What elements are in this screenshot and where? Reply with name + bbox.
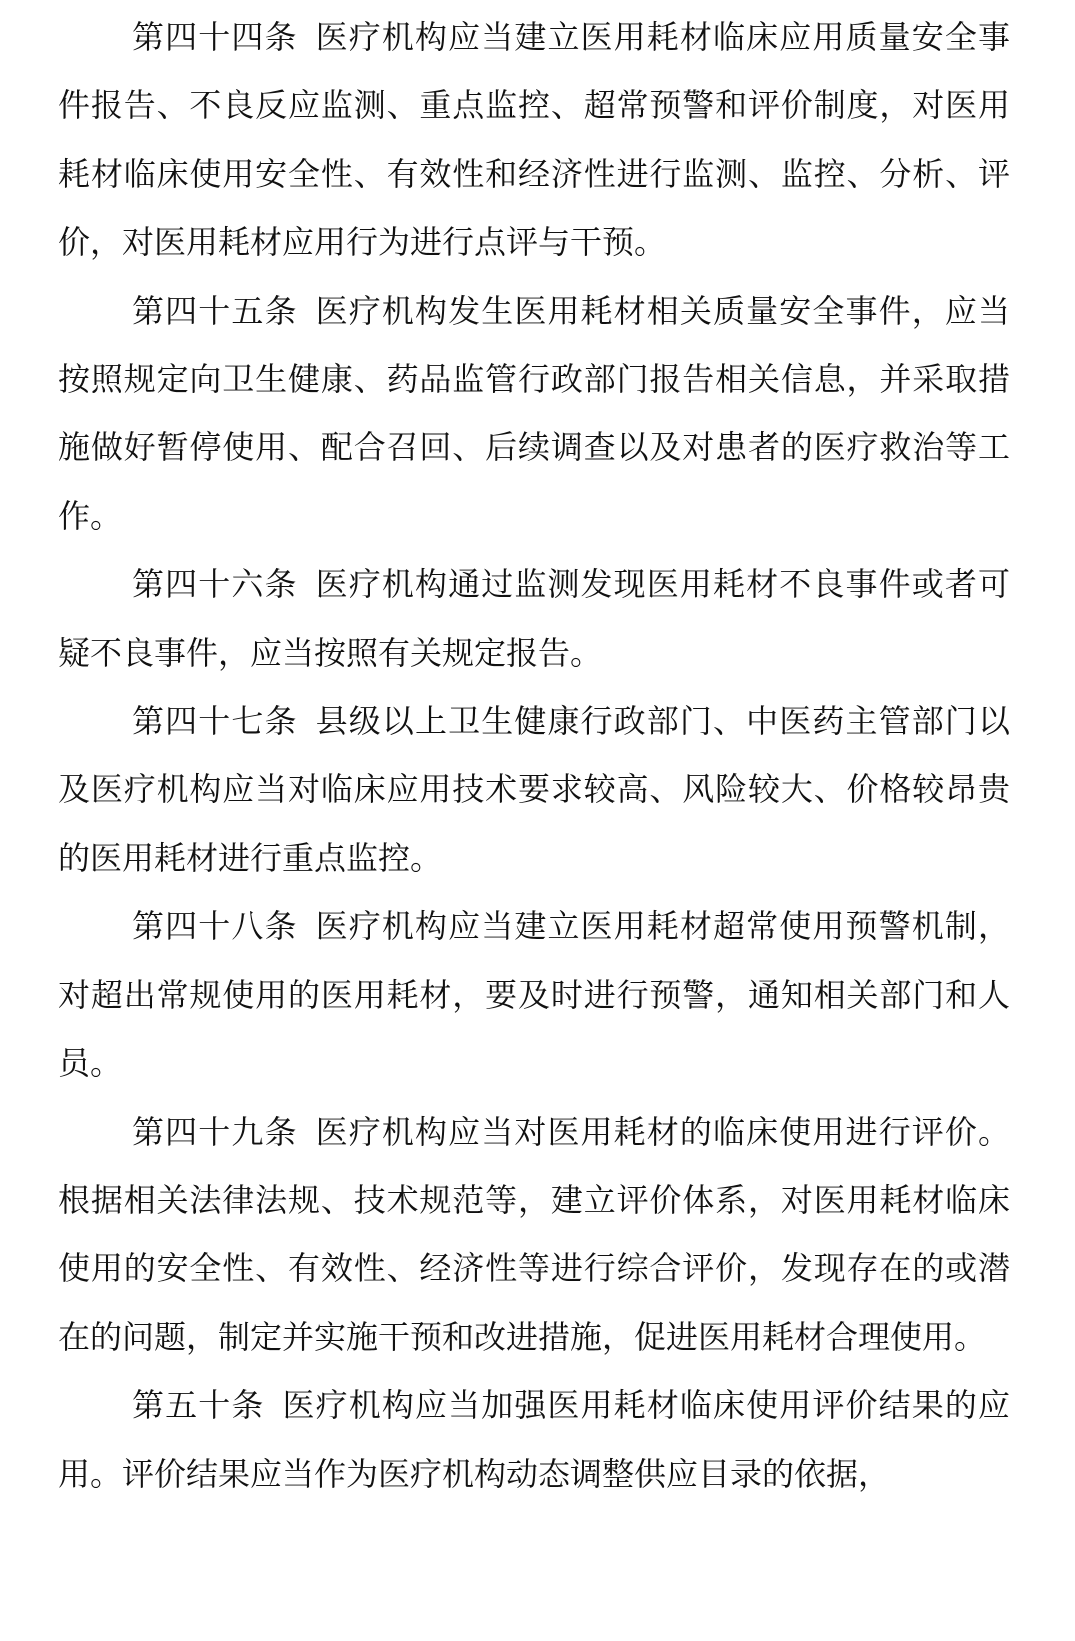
article-number: 第四十八条 bbox=[132, 907, 298, 946]
article-50 bbox=[58, 1371, 1010, 1508]
article-48 bbox=[58, 892, 1010, 1097]
article-body: 医疗机构通过监测发现医用耗材不良事件或者可疑不良事件，应当按照有关规定报告。 bbox=[58, 565, 1010, 672]
article-body: 医疗机构应当建立医用耗材超常使用预警机制，对超出常规使用的医用耗材，要及时进行预警，通知相关部门和人员。 bbox=[58, 907, 1010, 1083]
article-number: 第四十九条 bbox=[132, 1112, 298, 1151]
article-49 bbox=[58, 1098, 1010, 1372]
article-44 bbox=[58, 3, 1010, 277]
article-body: 县级以上卫生健康行政部门、中医药主管部门以及医疗机构应当对临床应用技术要求较高、风险较大、价格较昂贵的医用耗材进行重点监控。 bbox=[58, 702, 1010, 877]
article-body: 医疗机构应当加强医用耗材临床使用评价结果的应用。评价结果应当作为医疗机构动态调整供应目录的依据， bbox=[58, 1386, 1010, 1493]
regulation-text bbox=[58, 3, 1010, 1508]
article-body: 医疗机构应当对医用耗材的临床使用进行评价。根据相关法律法规、技术规范等，建立评价体系，对医用耗材临床使用的安全性、有效性、经济性等进行综合评价，发现存在的或潜在的问题，制定并实施干预和改进措施，促进医用耗材合理使用。 bbox=[58, 1112, 1010, 1356]
article-number: 第四十四条 bbox=[132, 18, 298, 56]
article-number: 第四十五条 bbox=[132, 291, 298, 330]
article-body: 医疗机构发生医用耗材相关质量安全事件，应当按照规定向卫生健康、药品监管行政部门报告相关信息，并采取措施做好暂停使用、配合召回、后续调查以及对患者的医疗救治等工作。 bbox=[58, 291, 1010, 535]
article-body: 医疗机构应当建立医用耗材临床应用质量安全事件报告、不良反应监测、重点监控、超常预警和评价制度，对医用耗材临床使用安全性、有效性和经济性进行监测、监控、分析、评价，对医用耗材应用行为进行点评与干预。 bbox=[58, 18, 1010, 262]
article-number: 第五十条 bbox=[132, 1386, 265, 1425]
article-47 bbox=[58, 687, 1010, 892]
article-number: 第四十七条 bbox=[132, 702, 298, 741]
article-45 bbox=[58, 277, 1010, 551]
article-46 bbox=[58, 550, 1010, 687]
article-number: 第四十六条 bbox=[132, 565, 298, 604]
